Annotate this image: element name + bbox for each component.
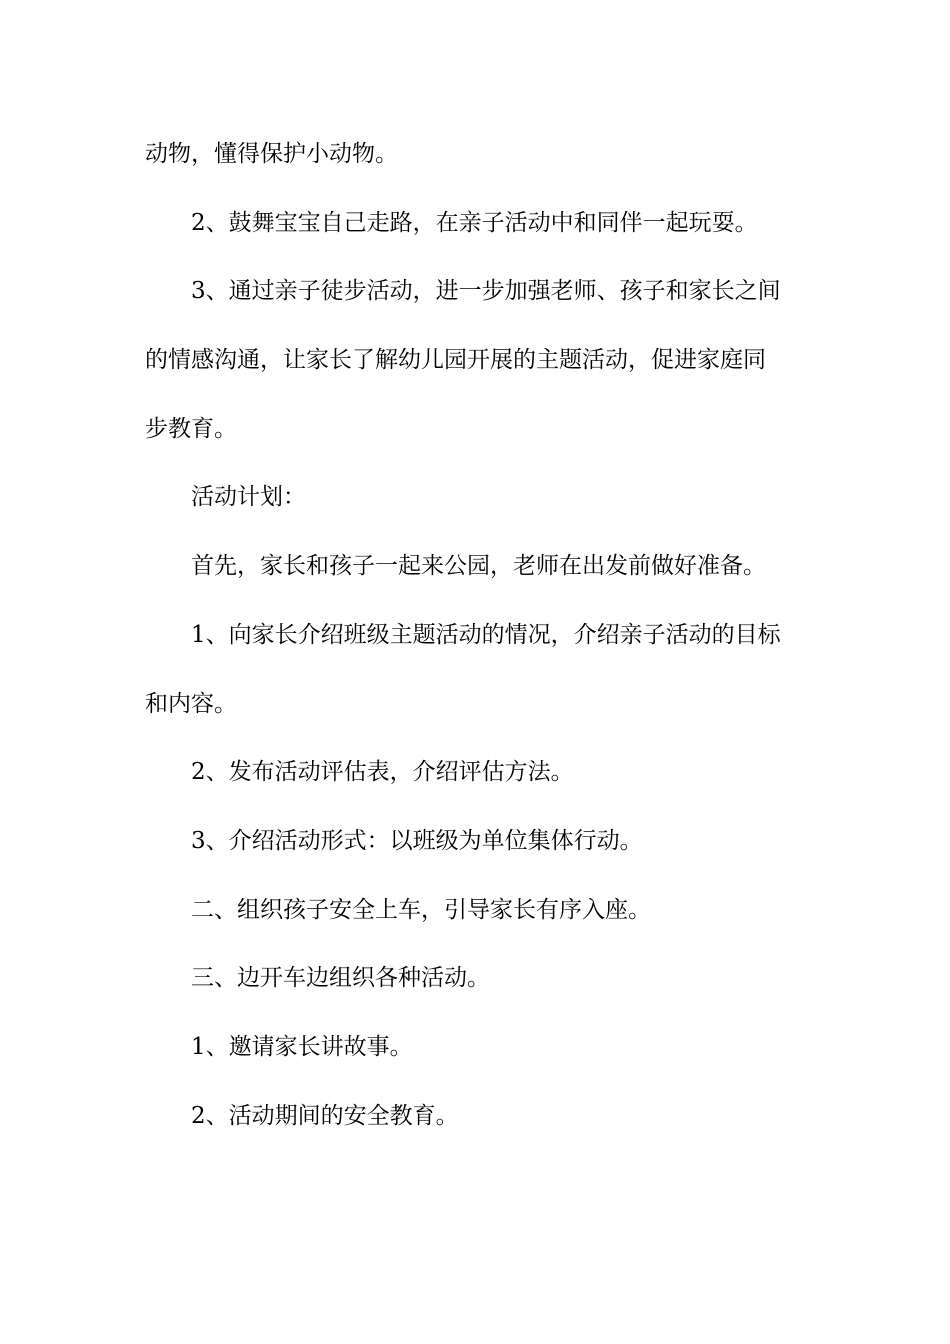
paragraph-line: 1、向家长介绍班级主题活动的情况，介绍亲子活动的目标 xyxy=(191,621,781,648)
paragraph-line: 二、组织孩子安全上车，引导家长有序入座。 xyxy=(191,896,651,923)
paragraph-line: 2、鼓舞宝宝自己走路，在亲子活动中和同伴一起玩耍。 xyxy=(191,209,758,236)
paragraph-line: 首先，家长和孩子一起来公园，老师在出发前做好准备。 xyxy=(191,553,766,580)
paragraph-line: 的情感沟通，让家长了解幼儿园开展的主题活动，促进家庭同 xyxy=(145,347,766,374)
paragraph-line: 步教育。 xyxy=(145,415,237,442)
section-heading: 活动计划： xyxy=(191,484,306,511)
paragraph-line: 3、通过亲子徒步活动，进一步加强老师、孩子和家长之间 xyxy=(191,278,781,305)
paragraph-line: 动物，懂得保护小动物。 xyxy=(145,141,398,167)
paragraph-line: 3、介绍活动形式：以班级为单位集体行动。 xyxy=(191,827,643,854)
paragraph-line: 和内容。 xyxy=(145,690,237,717)
paragraph-line: 2、发布活动评估表，介绍评估方法。 xyxy=(191,759,574,786)
paragraph-line: 1、邀请家长讲故事。 xyxy=(191,1033,413,1060)
paragraph-line: 三、边开车边组织各种活动。 xyxy=(191,965,490,992)
document-body xyxy=(145,131,810,1161)
paragraph-line: 2、活动期间的安全教育。 xyxy=(191,1102,459,1129)
